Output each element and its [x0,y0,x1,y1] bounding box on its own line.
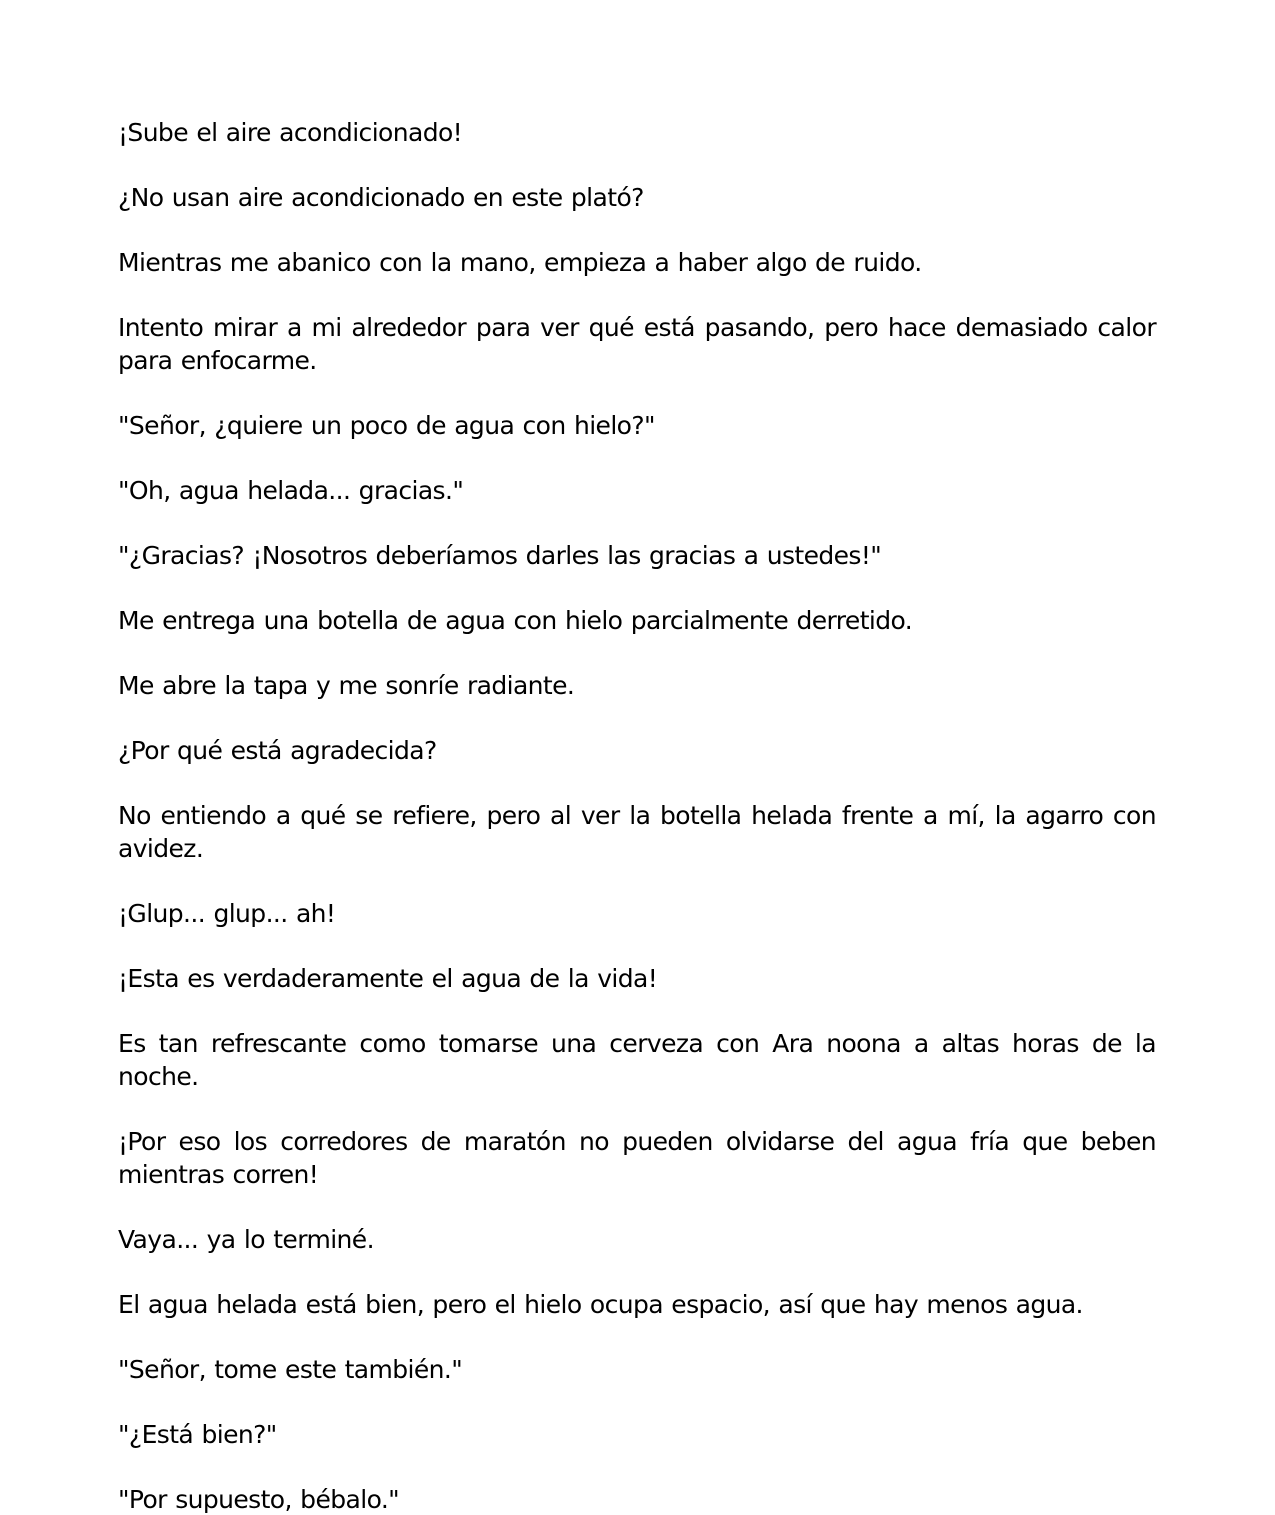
paragraph: Vaya... ya lo terminé. [118,1225,374,1254]
paragraph: "¿Gracias? ¡Nosotros deberíamos darles las gracias a ustedes!" [118,541,882,570]
paragraph: ¡Por eso los corredores de maratón no pueden olvidarse del agua fría que beben mientras corren! [118,1127,1156,1189]
paragraph: Es tan refrescante como tomarse una cerveza con Ara noona a altas horas de la noche. [118,1029,1156,1091]
paragraph: ¿No usan aire acondicionado en este plató? [118,183,644,212]
paragraph: "Señor, tome este también." [118,1355,463,1384]
paragraph: Me entrega una botella de agua con hielo parcialmente derretido. [118,606,913,635]
paragraph: "Por supuesto, bébalo." [118,1485,400,1514]
paragraph: "Oh, agua helada... gracias." [118,476,464,505]
paragraph: ¡Sube el aire acondicionado! [118,118,463,147]
paragraph: No entiendo a qué se refiere, pero al ver la botella helada frente a mí, la agarro con avidez. [118,801,1156,863]
paragraph: Mientras me abanico con la mano, empieza a haber algo de ruido. [118,248,922,277]
paragraph: "¿Está bien?" [118,1420,277,1449]
paragraph: ¡Glup... glup... ah! [118,899,336,928]
paragraph: Me abre la tapa y me sonríe radiante. [118,671,575,700]
paragraph: El agua helada está bien, pero el hielo ocupa espacio, así que hay menos agua. [118,1290,1083,1319]
paragraph: "Señor, ¿quiere un poco de agua con hielo?" [118,411,655,440]
paragraph: ¡Esta es verdaderamente el agua de la vida! [118,964,658,993]
paragraph: ¿Por qué está agradecida? [118,736,437,765]
paragraph: Intento mirar a mi alrededor para ver qué está pasando, pero hace demasiado calor para enfocarme. [118,313,1156,375]
body-text [118,116,1156,1515]
